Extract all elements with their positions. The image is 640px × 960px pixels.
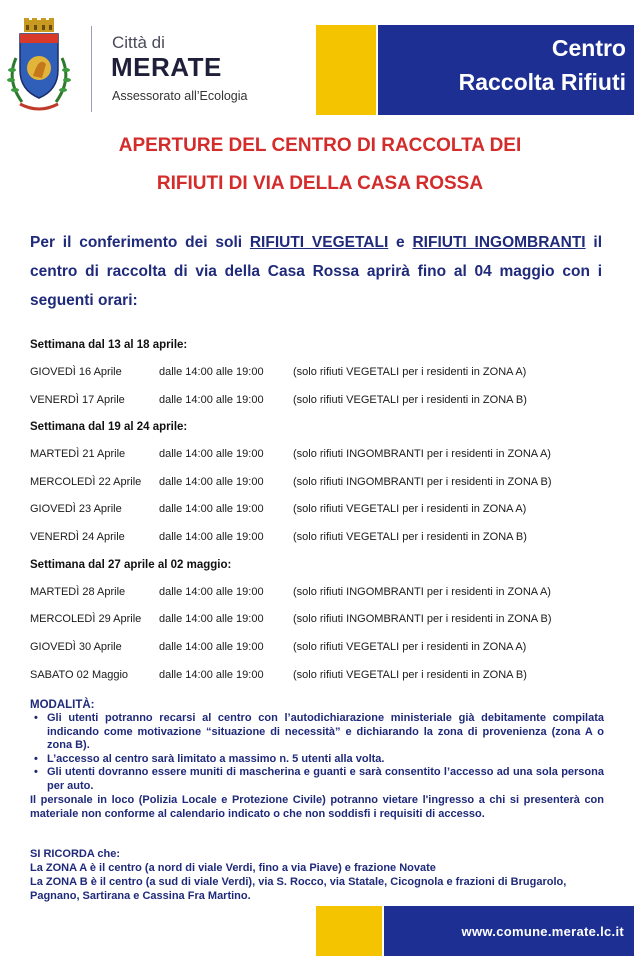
page-title-line2: RIFIUTI DI VIA DELLA CASA ROSSA <box>156 173 484 194</box>
modalita-list <box>30 712 604 793</box>
schedule-row <box>30 641 620 657</box>
intro-paragraph <box>30 228 602 315</box>
schedule-time: dalle 14:00 alle 19:00 <box>159 586 264 598</box>
ricorda-heading: SI RICORDA che: <box>30 848 121 860</box>
week-heading: Settimana dal 19 al 24 aprile: <box>30 421 188 433</box>
city-label: Città di <box>112 33 165 52</box>
schedule-note: (solo rifiuti INGOMBRANTI per i residenti in ZONA B) <box>293 613 552 625</box>
header-yellow-band <box>316 25 376 115</box>
zona-a-text: La ZONA A è il centro (a nord di viale Verdi, fino a via Piave) e frazione Novate <box>30 862 436 874</box>
schedule-note: (solo rifiuti INGOMBRANTI per i residenti in ZONA A) <box>293 448 551 460</box>
list-item: • Gli utenti dovranno essere muniti di mascherina e guanti e sarà consentito l’accesso ad una sola persona per auto. <box>30 766 604 793</box>
schedule-day: VENERDÌ 24 Aprile <box>30 531 125 543</box>
intro-text-1: Per il conferimento dei soli <box>30 234 250 251</box>
modalita-heading: MODALITÀ: <box>30 699 95 711</box>
zona-b-text: La ZONA B è il centro (a sud di viale Verdi), via S. Rocco, via Statale, Cicognola e frazioni di Brugarolo, Pagnano, Sartirana e Cassina Fra Martino. <box>30 876 567 902</box>
page-title-line1: APERTURE DEL CENTRO DI RACCOLTA DEI <box>118 135 522 156</box>
schedule-note: (solo rifiuti VEGETALI per i residenti in ZONA B) <box>293 394 527 406</box>
list-item: • Gli utenti potranno recarsi al centro con l’autodichiarazione ministeriale già debitamente compilata indicando come motivazione “situazione di necessità” e dichiarando la zona di provenienza (zona A o zona B). <box>30 712 604 753</box>
schedule-note: (solo rifiuti VEGETALI per i residenti in ZONA A) <box>293 641 527 653</box>
merate-coat-of-arms-icon <box>6 18 72 116</box>
personale-paragraph: Il personale in loco (Polizia Locale e Protezione Civile) potranno vietare l'ingresso a chi si presenterà con materiale non conforme al calendario indicato o che non soddisfi i requisiti di accesso. <box>30 794 604 820</box>
schedule-row <box>30 531 620 547</box>
city-name: MERATE <box>111 52 222 82</box>
week-heading: Settimana dal 27 aprile al 02 maggio: <box>30 559 232 571</box>
week-heading: Settimana dal 13 al 18 aprile: <box>30 339 188 351</box>
schedule-row <box>30 394 620 410</box>
schedule-note: (solo rifiuti VEGETALI per i residenti in ZONA B) <box>293 669 527 681</box>
schedule-row <box>30 503 620 519</box>
schedule-note: (solo rifiuti VEGETALI per i residenti in ZONA B) <box>293 531 527 543</box>
schedule-note: (solo rifiuti VEGETALI per i residenti in ZONA A) <box>293 503 527 515</box>
schedule-day: GIOVEDÌ 30 Aprile <box>30 641 122 653</box>
website-link[interactable]: www.comune.merate.lc.it <box>461 924 624 939</box>
intro-text-2: e <box>388 234 413 251</box>
schedule-day: GIOVEDÌ 16 Aprile <box>30 366 122 378</box>
footer-yellow-band <box>316 906 382 956</box>
schedule-note: (solo rifiuti INGOMBRANTI per i residenti in ZONA B) <box>293 476 552 488</box>
header-title-line2: Raccolta Rifiuti <box>458 69 626 95</box>
intro-ingombranti: RIFIUTI INGOMBRANTI <box>412 234 586 251</box>
schedule-time: dalle 14:00 alle 19:00 <box>159 531 264 543</box>
schedule-time: dalle 14:00 alle 19:00 <box>159 641 264 653</box>
schedule-day: MERCOLEDÌ 29 Aprile <box>30 613 142 625</box>
schedule-time: dalle 14:00 alle 19:00 <box>159 476 264 488</box>
schedule-day: MARTEDÌ 28 Aprile <box>30 586 126 598</box>
header-title-line1: Centro <box>551 35 626 61</box>
schedule-day: MARTEDÌ 21 Aprile <box>30 448 126 460</box>
intro-vegetali: RIFIUTI VEGETALI <box>249 234 389 251</box>
header-divider <box>91 26 92 112</box>
schedule-time: dalle 14:00 alle 19:00 <box>159 669 264 681</box>
intro-text-3: il centro di raccolta di via della Casa Rossa aprirà fino al 04 maggio con i seguenti orari: <box>30 234 603 309</box>
schedule-time: dalle 14:00 alle 19:00 <box>159 503 264 515</box>
department-label: Assessorato all’Ecologia <box>112 89 248 103</box>
schedule-row <box>30 613 620 629</box>
schedule-row <box>30 476 620 492</box>
schedule-note: (solo rifiuti VEGETALI per i residenti in ZONA A) <box>293 366 527 378</box>
schedule-note: (solo rifiuti INGOMBRANTI per i residenti in ZONA A) <box>293 586 551 598</box>
schedule-time: dalle 14:00 alle 19:00 <box>159 448 264 460</box>
schedule-row <box>30 366 620 382</box>
schedule-day: SABATO 02 Maggio <box>30 669 129 681</box>
list-item: • L’accesso al centro sarà limitato a massimo n. 5 utenti alla volta. <box>30 753 604 767</box>
schedule-row <box>30 586 620 602</box>
schedule-day: MERCOLEDÌ 22 Aprile <box>30 476 142 488</box>
schedule-row <box>30 669 620 685</box>
schedule-time: dalle 14:00 alle 19:00 <box>159 394 264 406</box>
schedule-day: GIOVEDÌ 23 Aprile <box>30 503 122 515</box>
schedule-time: dalle 14:00 alle 19:00 <box>159 613 264 625</box>
schedule-day: VENERDÌ 17 Aprile <box>30 394 125 406</box>
schedule-time: dalle 14:00 alle 19:00 <box>159 366 264 378</box>
schedule-row <box>30 448 620 464</box>
